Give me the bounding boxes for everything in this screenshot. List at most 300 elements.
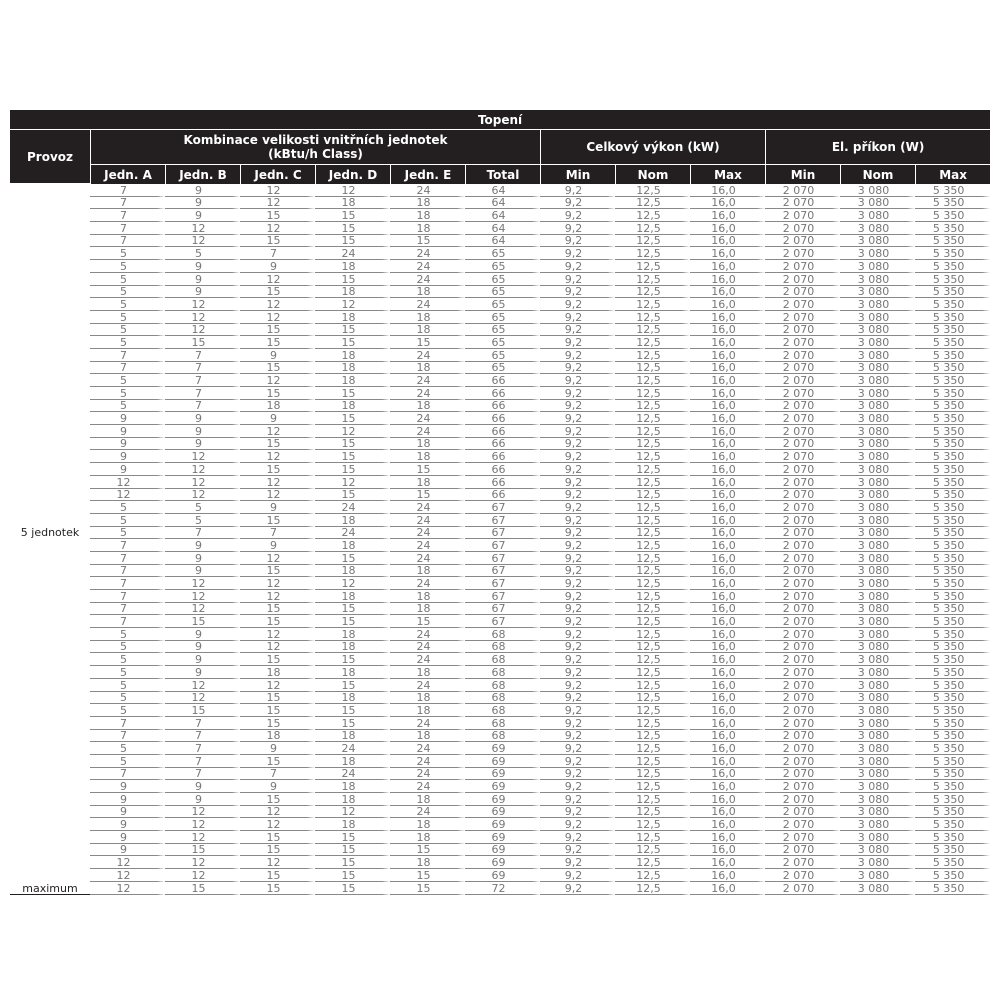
cell-unit-c: 12 (240, 450, 315, 463)
cell-unit-d: 18 (315, 286, 390, 299)
cell-capacity-min: 9,2 (540, 222, 615, 235)
cell-capacity-nom: 12,5 (615, 831, 690, 844)
cell-total: 66 (465, 438, 540, 451)
cell-capacity-max: 16,0 (690, 400, 765, 413)
cell-unit-e: 24 (390, 298, 465, 311)
cell-unit-c: 15 (240, 755, 315, 768)
cell-power-min: 2 070 (765, 730, 840, 743)
cell-unit-a: 5 (90, 501, 165, 514)
cell-power-max: 5 350 (915, 539, 990, 552)
cell-capacity-min: 9,2 (540, 438, 615, 451)
cell-total: 69 (465, 818, 540, 831)
cell-unit-e: 24 (390, 374, 465, 387)
cell-unit-e: 24 (390, 628, 465, 641)
table-row (10, 374, 990, 387)
cell-power-nom: 3 080 (840, 184, 915, 197)
cell-power-nom: 3 080 (840, 501, 915, 514)
table-row (10, 184, 990, 197)
cell-power-min: 2 070 (765, 489, 840, 502)
cell-capacity-max: 16,0 (690, 755, 765, 768)
cell-unit-d: 12 (315, 425, 390, 438)
cell-capacity-max: 16,0 (690, 273, 765, 286)
cell-power-min: 2 070 (765, 349, 840, 362)
cell-power-min: 2 070 (765, 831, 840, 844)
cell-power-min: 2 070 (765, 222, 840, 235)
cell-unit-c: 15 (240, 235, 315, 248)
cell-unit-c: 15 (240, 324, 315, 337)
cell-power-nom: 3 080 (840, 856, 915, 869)
cell-power-max: 5 350 (915, 463, 990, 476)
cell-unit-e: 15 (390, 882, 465, 895)
cell-capacity-nom: 12,5 (615, 793, 690, 806)
cell-power-min: 2 070 (765, 666, 840, 679)
cell-capacity-nom: 12,5 (615, 704, 690, 717)
cell-unit-e: 24 (390, 742, 465, 755)
cell-unit-b: 7 (165, 742, 240, 755)
cell-total: 69 (465, 755, 540, 768)
cell-power-min: 2 070 (765, 755, 840, 768)
cell-unit-c: 12 (240, 679, 315, 692)
cell-total: 68 (465, 666, 540, 679)
cell-unit-d: 15 (315, 463, 390, 476)
cell-unit-c: 15 (240, 653, 315, 666)
cell-capacity-max: 16,0 (690, 628, 765, 641)
cell-unit-a: 9 (90, 463, 165, 476)
cell-capacity-min: 9,2 (540, 780, 615, 793)
cell-unit-d: 15 (315, 209, 390, 222)
cell-unit-a: 7 (90, 362, 165, 375)
cell-unit-a: 5 (90, 628, 165, 641)
cell-power-nom: 3 080 (840, 336, 915, 349)
cell-power-nom: 3 080 (840, 869, 915, 882)
cell-capacity-min: 9,2 (540, 336, 615, 349)
cell-unit-c: 9 (240, 539, 315, 552)
cell-unit-d: 18 (315, 349, 390, 362)
cell-unit-e: 18 (390, 324, 465, 337)
cell-power-nom: 3 080 (840, 844, 915, 857)
cell-capacity-nom: 12,5 (615, 336, 690, 349)
cell-unit-b: 12 (165, 603, 240, 616)
cell-power-max: 5 350 (915, 615, 990, 628)
cell-unit-b: 15 (165, 882, 240, 895)
cell-unit-b: 7 (165, 527, 240, 540)
cell-power-nom: 3 080 (840, 806, 915, 819)
cell-capacity-min: 9,2 (540, 730, 615, 743)
cell-unit-c: 12 (240, 577, 315, 590)
cell-capacity-max: 16,0 (690, 577, 765, 590)
cell-capacity-nom: 12,5 (615, 489, 690, 502)
table-row (10, 565, 990, 578)
cell-power-min: 2 070 (765, 286, 840, 299)
cell-unit-a: 5 (90, 400, 165, 413)
cell-unit-b: 9 (165, 552, 240, 565)
cell-unit-c: 12 (240, 818, 315, 831)
cell-power-min: 2 070 (765, 324, 840, 337)
cell-capacity-max: 16,0 (690, 539, 765, 552)
cell-power-max: 5 350 (915, 527, 990, 540)
cell-power-nom: 3 080 (840, 615, 915, 628)
cell-unit-a: 7 (90, 539, 165, 552)
cell-power-min: 2 070 (765, 552, 840, 565)
cell-unit-c: 9 (240, 349, 315, 362)
cell-capacity-min: 9,2 (540, 844, 615, 857)
cell-capacity-min: 9,2 (540, 577, 615, 590)
cell-power-max: 5 350 (915, 882, 990, 895)
cell-unit-d: 15 (315, 489, 390, 502)
cell-unit-c: 15 (240, 831, 315, 844)
cell-capacity-max: 16,0 (690, 590, 765, 603)
cell-unit-d: 15 (315, 552, 390, 565)
table-row (10, 552, 990, 565)
cell-unit-e: 24 (390, 552, 465, 565)
cell-capacity-nom: 12,5 (615, 222, 690, 235)
cell-total: 67 (465, 552, 540, 565)
cell-unit-e: 24 (390, 577, 465, 590)
table-row (10, 527, 990, 540)
cell-unit-e: 15 (390, 844, 465, 857)
cell-capacity-max: 16,0 (690, 692, 765, 705)
cell-unit-a: 9 (90, 793, 165, 806)
cell-unit-a: 5 (90, 755, 165, 768)
cell-capacity-nom: 12,5 (615, 425, 690, 438)
cell-unit-b: 12 (165, 311, 240, 324)
cell-power-max: 5 350 (915, 755, 990, 768)
cell-power-nom: 3 080 (840, 653, 915, 666)
cell-power-max: 5 350 (915, 311, 990, 324)
cell-unit-b: 9 (165, 209, 240, 222)
cell-unit-e: 24 (390, 806, 465, 819)
combination-header: Kombinace velikosti vnitřních jednotek (kBtu/h Class) (90, 130, 540, 165)
cell-unit-c: 15 (240, 387, 315, 400)
cell-unit-b: 15 (165, 704, 240, 717)
cell-power-min: 2 070 (765, 577, 840, 590)
cell-unit-a: 5 (90, 311, 165, 324)
cell-unit-a: 9 (90, 425, 165, 438)
cell-power-min: 2 070 (765, 717, 840, 730)
cell-capacity-max: 16,0 (690, 324, 765, 337)
table-row (10, 869, 990, 882)
cell-total: 65 (465, 349, 540, 362)
cell-total: 67 (465, 501, 540, 514)
cell-capacity-nom: 12,5 (615, 374, 690, 387)
cell-total: 69 (465, 806, 540, 819)
table-row (10, 273, 990, 286)
cell-power-nom: 3 080 (840, 730, 915, 743)
cell-capacity-min: 9,2 (540, 882, 615, 895)
table-row (10, 818, 990, 831)
table-row (10, 247, 990, 260)
cell-unit-a: 9 (90, 438, 165, 451)
cell-unit-d: 18 (315, 514, 390, 527)
table-row (10, 450, 990, 463)
cell-unit-e: 24 (390, 273, 465, 286)
group-label: 5 jednotek (20, 526, 80, 540)
cell-unit-b: 12 (165, 590, 240, 603)
cell-capacity-max: 16,0 (690, 730, 765, 743)
cell-power-min: 2 070 (765, 184, 840, 197)
table-row (10, 641, 990, 654)
cell-unit-d: 18 (315, 311, 390, 324)
cell-unit-d: 15 (315, 412, 390, 425)
cell-capacity-max: 16,0 (690, 387, 765, 400)
cell-total: 69 (465, 768, 540, 781)
cell-unit-e: 15 (390, 869, 465, 882)
cell-power-max: 5 350 (915, 628, 990, 641)
cell-unit-a: 5 (90, 692, 165, 705)
cell-power-max: 5 350 (915, 818, 990, 831)
cell-unit-c: 15 (240, 869, 315, 882)
cell-power-nom: 3 080 (840, 489, 915, 502)
cell-unit-a: 5 (90, 298, 165, 311)
cell-unit-c: 9 (240, 260, 315, 273)
cell-unit-a: 7 (90, 768, 165, 781)
cell-power-min: 2 070 (765, 425, 840, 438)
cell-unit-e: 18 (390, 590, 465, 603)
table-row (10, 793, 990, 806)
table-row (10, 780, 990, 793)
cell-unit-e: 24 (390, 755, 465, 768)
cell-power-max: 5 350 (915, 362, 990, 375)
cell-power-max: 5 350 (915, 603, 990, 616)
cell-unit-c: 15 (240, 286, 315, 299)
cell-unit-a: 7 (90, 349, 165, 362)
cell-power-max: 5 350 (915, 197, 990, 210)
cell-unit-e: 24 (390, 527, 465, 540)
cell-power-nom: 3 080 (840, 463, 915, 476)
cell-unit-c: 12 (240, 476, 315, 489)
cell-unit-d: 18 (315, 374, 390, 387)
cell-unit-d: 12 (315, 806, 390, 819)
column-header-total: Total (465, 165, 540, 184)
cell-unit-b: 9 (165, 197, 240, 210)
cell-capacity-min: 9,2 (540, 286, 615, 299)
cell-capacity-nom: 12,5 (615, 717, 690, 730)
cell-capacity-nom: 12,5 (615, 806, 690, 819)
cell-unit-d: 15 (315, 438, 390, 451)
cell-power-nom: 3 080 (840, 590, 915, 603)
cell-total: 66 (465, 374, 540, 387)
heating-performance-table (10, 110, 990, 895)
cell-unit-d: 18 (315, 666, 390, 679)
cell-unit-e: 24 (390, 653, 465, 666)
cell-capacity-nom: 12,5 (615, 184, 690, 197)
cell-capacity-max: 16,0 (690, 768, 765, 781)
cell-unit-c: 7 (240, 768, 315, 781)
cell-unit-b: 12 (165, 692, 240, 705)
cell-capacity-max: 16,0 (690, 666, 765, 679)
cell-total: 65 (465, 311, 540, 324)
table-row (10, 425, 990, 438)
cell-capacity-min: 9,2 (540, 565, 615, 578)
cell-power-min: 2 070 (765, 679, 840, 692)
cell-power-max: 5 350 (915, 856, 990, 869)
table-row (10, 336, 990, 349)
table-row (10, 463, 990, 476)
cell-power-max: 5 350 (915, 793, 990, 806)
cell-unit-d: 15 (315, 235, 390, 248)
cell-unit-d: 15 (315, 324, 390, 337)
cell-unit-b: 9 (165, 793, 240, 806)
cell-power-nom: 3 080 (840, 882, 915, 895)
cell-unit-c: 15 (240, 463, 315, 476)
cell-capacity-min: 9,2 (540, 768, 615, 781)
cell-unit-d: 15 (315, 615, 390, 628)
cell-unit-b: 12 (165, 463, 240, 476)
cell-total: 67 (465, 603, 540, 616)
cell-total: 68 (465, 628, 540, 641)
cell-unit-e: 15 (390, 336, 465, 349)
cell-unit-b: 9 (165, 286, 240, 299)
cell-power-max: 5 350 (915, 273, 990, 286)
cell-capacity-min: 9,2 (540, 273, 615, 286)
cell-unit-c: 12 (240, 806, 315, 819)
cell-unit-a: 9 (90, 818, 165, 831)
cell-power-max: 5 350 (915, 653, 990, 666)
cell-power-min: 2 070 (765, 514, 840, 527)
cell-unit-d: 12 (315, 298, 390, 311)
cell-unit-e: 18 (390, 222, 465, 235)
cell-unit-b: 12 (165, 679, 240, 692)
column-header-capacity-max: Max (690, 165, 765, 184)
cell-power-max: 5 350 (915, 298, 990, 311)
cell-total: 68 (465, 692, 540, 705)
cell-total: 68 (465, 653, 540, 666)
cell-unit-a: 12 (90, 856, 165, 869)
cell-capacity-min: 9,2 (540, 247, 615, 260)
cell-total: 66 (465, 412, 540, 425)
cell-unit-a: 5 (90, 742, 165, 755)
cell-unit-d: 18 (315, 400, 390, 413)
cell-capacity-max: 16,0 (690, 311, 765, 324)
cell-unit-d: 18 (315, 565, 390, 578)
cell-unit-d: 18 (315, 780, 390, 793)
cell-capacity-nom: 12,5 (615, 653, 690, 666)
cell-unit-c: 12 (240, 298, 315, 311)
cell-power-min: 2 070 (765, 844, 840, 857)
cell-total: 67 (465, 615, 540, 628)
cell-unit-e: 18 (390, 856, 465, 869)
cell-unit-c: 12 (240, 311, 315, 324)
cell-capacity-max: 16,0 (690, 603, 765, 616)
cell-power-max: 5 350 (915, 514, 990, 527)
cell-capacity-nom: 12,5 (615, 628, 690, 641)
cell-unit-d: 24 (315, 501, 390, 514)
cell-power-min: 2 070 (765, 438, 840, 451)
cell-power-max: 5 350 (915, 412, 990, 425)
table-title: Topení (10, 110, 990, 130)
cell-capacity-max: 16,0 (690, 552, 765, 565)
cell-unit-e: 24 (390, 539, 465, 552)
cell-unit-e: 24 (390, 260, 465, 273)
cell-capacity-nom: 12,5 (615, 615, 690, 628)
cell-capacity-min: 9,2 (540, 527, 615, 540)
cell-total: 68 (465, 679, 540, 692)
cell-unit-c: 9 (240, 501, 315, 514)
cell-power-nom: 3 080 (840, 552, 915, 565)
cell-power-nom: 3 080 (840, 425, 915, 438)
cell-capacity-max: 16,0 (690, 349, 765, 362)
cell-power-min: 2 070 (765, 641, 840, 654)
cell-power-min: 2 070 (765, 527, 840, 540)
cell-total: 64 (465, 197, 540, 210)
cell-unit-a: 5 (90, 666, 165, 679)
cell-unit-c: 12 (240, 425, 315, 438)
cell-unit-a: 5 (90, 387, 165, 400)
cell-total: 66 (465, 463, 540, 476)
cell-power-max: 5 350 (915, 260, 990, 273)
cell-unit-e: 18 (390, 704, 465, 717)
cell-capacity-nom: 12,5 (615, 501, 690, 514)
maximum-row (10, 882, 990, 895)
cell-capacity-nom: 12,5 (615, 552, 690, 565)
cell-capacity-max: 16,0 (690, 425, 765, 438)
cell-unit-e: 18 (390, 692, 465, 705)
cell-unit-c: 15 (240, 844, 315, 857)
cell-capacity-nom: 12,5 (615, 565, 690, 578)
cell-unit-e: 15 (390, 615, 465, 628)
cell-capacity-max: 16,0 (690, 818, 765, 831)
cell-power-max: 5 350 (915, 400, 990, 413)
cell-power-nom: 3 080 (840, 400, 915, 413)
cell-power-min: 2 070 (765, 247, 840, 260)
cell-power-nom: 3 080 (840, 387, 915, 400)
cell-capacity-max: 16,0 (690, 869, 765, 882)
cell-power-nom: 3 080 (840, 260, 915, 273)
cell-power-max: 5 350 (915, 869, 990, 882)
cell-total: 69 (465, 742, 540, 755)
cell-power-nom: 3 080 (840, 197, 915, 210)
cell-power-max: 5 350 (915, 450, 990, 463)
cell-power-max: 5 350 (915, 247, 990, 260)
cell-total: 65 (465, 324, 540, 337)
cell-capacity-nom: 12,5 (615, 666, 690, 679)
cell-unit-e: 24 (390, 412, 465, 425)
table-row (10, 844, 990, 857)
cell-unit-d: 18 (315, 755, 390, 768)
cell-power-min: 2 070 (765, 235, 840, 248)
cell-unit-e: 24 (390, 641, 465, 654)
cell-unit-d: 15 (315, 704, 390, 717)
cell-power-nom: 3 080 (840, 577, 915, 590)
cell-power-min: 2 070 (765, 565, 840, 578)
cell-unit-a: 7 (90, 730, 165, 743)
cell-capacity-nom: 12,5 (615, 818, 690, 831)
cell-power-min: 2 070 (765, 298, 840, 311)
cell-unit-b: 9 (165, 273, 240, 286)
table-row (10, 577, 990, 590)
cell-power-min: 2 070 (765, 362, 840, 375)
cell-power-max: 5 350 (915, 438, 990, 451)
cell-unit-d: 24 (315, 247, 390, 260)
cell-unit-c: 12 (240, 552, 315, 565)
cell-unit-e: 24 (390, 717, 465, 730)
cell-total: 65 (465, 362, 540, 375)
table-row (10, 653, 990, 666)
cell-unit-b: 12 (165, 831, 240, 844)
cell-power-min: 2 070 (765, 882, 840, 895)
cell-power-max: 5 350 (915, 425, 990, 438)
cell-unit-c: 12 (240, 856, 315, 869)
cell-capacity-max: 16,0 (690, 450, 765, 463)
cell-capacity-max: 16,0 (690, 831, 765, 844)
cell-unit-c: 18 (240, 730, 315, 743)
cell-unit-c: 15 (240, 603, 315, 616)
cell-unit-e: 24 (390, 247, 465, 260)
cell-power-nom: 3 080 (840, 768, 915, 781)
cell-unit-e: 24 (390, 501, 465, 514)
cell-unit-d: 15 (315, 273, 390, 286)
cell-power-max: 5 350 (915, 704, 990, 717)
